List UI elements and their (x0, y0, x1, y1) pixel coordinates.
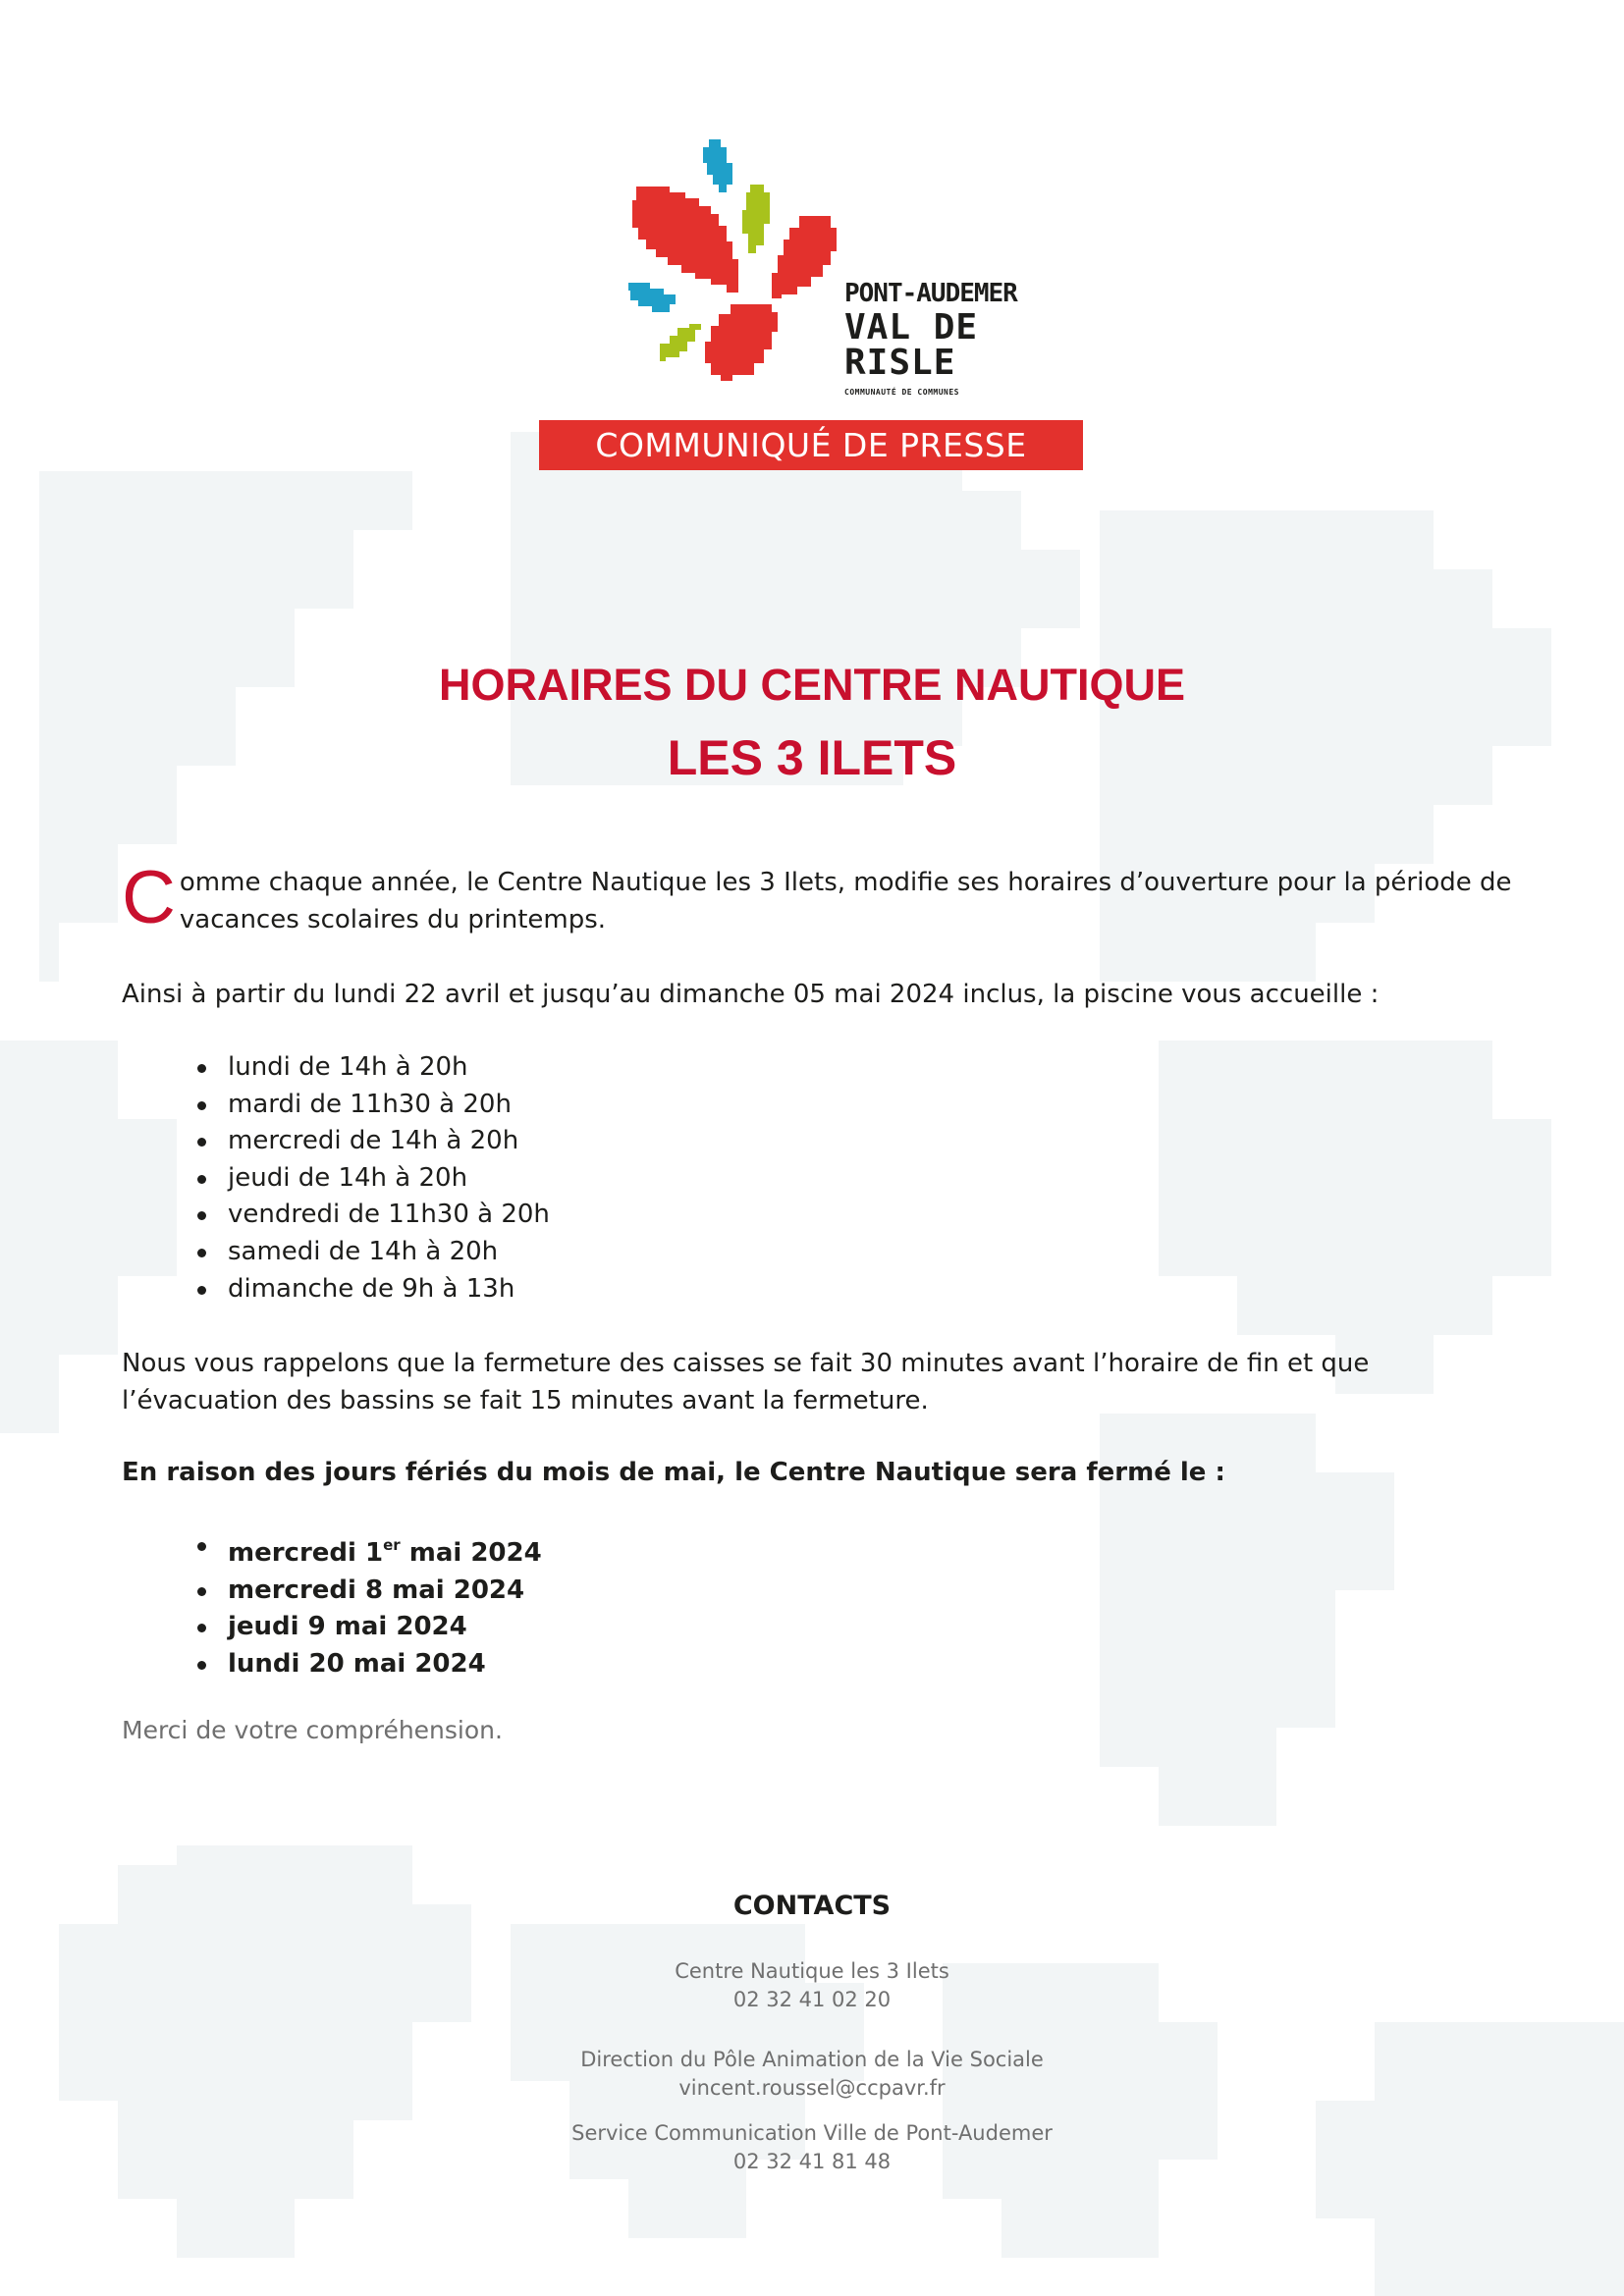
contact-name: Direction du Pôle Animation de la Vie Sociale (580, 2048, 1044, 2071)
intro-paragraph (122, 856, 1516, 939)
page-subtitle: LES 3 ILETS (667, 730, 957, 785)
drop-cap: C (122, 856, 176, 939)
logo-line-val-de-risle: VAL DE RISLE (844, 307, 979, 383)
intro-text: omme chaque année, le Centre Nautique les 3 Ilets, modifie ses horaires d’ouverture pour la période de vacances scolaires du printemps. (179, 868, 1512, 934)
contacts-heading: CONTACTS (732, 1891, 892, 1921)
period-paragraph: Ainsi à partir du lundi 22 avril et jusqu’au dimanche 05 mai 2024 inclus, la piscine vous accueille : (122, 980, 1380, 1009)
contact-phone: 02 32 41 02 20 (732, 1988, 892, 2011)
bullet-icon (197, 1542, 206, 1551)
pont-audemer-logo (624, 135, 1037, 397)
contact-block-communication (0, 2119, 1624, 2176)
list-item: mercredi de 14h à 20h (228, 1123, 550, 1160)
logo-wordmark (844, 281, 1041, 397)
bullet-icon (197, 1175, 206, 1184)
bullet-icon (197, 1211, 206, 1220)
list-item: samedi de 14h à 20h (228, 1234, 550, 1271)
list-item: dimanche de 9h à 13h (228, 1271, 550, 1308)
logo-line-communaute: COMMUNAUTÉ DE COMMUNES (844, 388, 959, 397)
red-petal-large-icon (632, 187, 738, 293)
contact-name: Centre Nautique les 3 Ilets (675, 1959, 949, 1983)
list-item: mardi de 11h30 à 20h (228, 1087, 550, 1124)
thanks-text: Merci de votre compréhension. (122, 1716, 503, 1744)
green-petal-small-icon (660, 324, 701, 361)
closure-paragraph: En raison des jours fériés du mois de mai, le Centre Nautique sera fermé le : (122, 1458, 1225, 1487)
bullet-icon (197, 1138, 206, 1147)
contact-name: Service Communication Ville de Pont-Audemer (571, 2121, 1053, 2145)
contact-phone: 02 32 41 81 48 (732, 2150, 892, 2173)
bullet-icon (197, 1587, 206, 1596)
bullet-icon (197, 1624, 206, 1632)
page-title: HORAIRES DU CENTRE NAUTIQUE (438, 660, 1186, 710)
press-release-banner: COMMUNIQUÉ DE PRESSE (539, 420, 1083, 470)
reminder-paragraph: Nous vous rappelons que la fermeture des caisses se fait 30 minutes avant l’horaire de fin et que l’évacuation des bassins se fait 15 minutes avant la fermeture. (122, 1349, 1370, 1415)
contact-block-centre-nautique (0, 1957, 1624, 2014)
logo-line-pont-audemer: PONT-AUDEMER (844, 279, 1017, 308)
blue-petal-small-icon (628, 283, 676, 312)
list-item: jeudi 9 mai 2024 (228, 1609, 542, 1646)
contact-email: vincent.roussel@ccpavr.fr (678, 2076, 946, 2100)
red-petal-bottom-icon (705, 304, 778, 381)
bullet-icon (197, 1286, 206, 1295)
contact-block-direction (0, 2046, 1624, 2103)
flower-logo-icon (624, 135, 850, 381)
list-item: lundi 20 mai 2024 (228, 1646, 542, 1683)
list-item: mercredi 1er mai 2024 (228, 1527, 542, 1573)
bullet-icon (197, 1249, 206, 1257)
opening-hours-list (228, 1049, 550, 1308)
bullet-icon (197, 1064, 206, 1073)
closed-days-list (228, 1527, 542, 1682)
green-petal-icon (742, 185, 770, 253)
list-item: jeudi de 14h à 20h (228, 1160, 550, 1198)
list-item: lundi de 14h à 20h (228, 1049, 550, 1087)
red-petal-right-icon (772, 216, 837, 298)
bullet-icon (197, 1661, 206, 1670)
list-item: mercredi 8 mai 2024 (228, 1573, 542, 1610)
bullet-icon (197, 1101, 206, 1110)
list-item: vendredi de 11h30 à 20h (228, 1197, 550, 1234)
blue-petal-icon (703, 139, 732, 192)
